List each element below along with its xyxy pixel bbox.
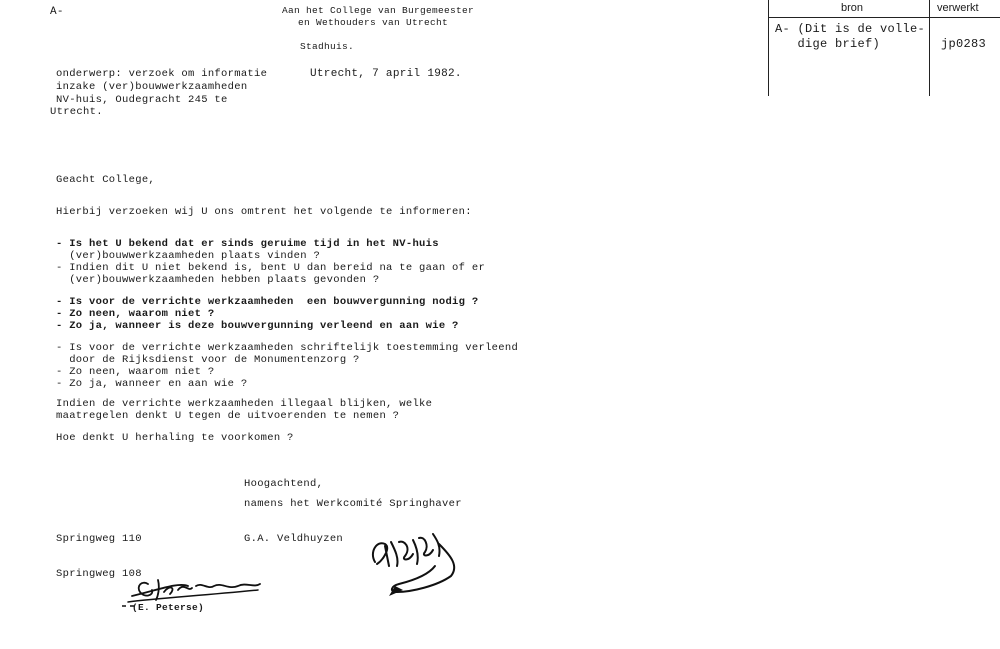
question-line: - Is voor de verrichte werkzaamheden schriftelijk toestemming verleend (56, 342, 519, 354)
cell-verwerkt: jp0283 (941, 37, 987, 51)
addressee-line-1: Aan het College van Burgemeester (282, 5, 475, 16)
question-line: - Is voor de verrichte werkzaamheden een bouwvergunning nodig ? (56, 296, 479, 308)
intro-text: Hierbij verzoeken wij U ons omtrent het volgende te informeren: (56, 206, 472, 218)
signer-1: G.A. Veldhuyzen (244, 533, 344, 545)
addressee-line-3: Stadhuis. (300, 41, 355, 52)
place-date: Utrecht, 7 april 1982. (310, 68, 462, 80)
question-line: door de Rijksdienst voor de Monumentenzorg ? (56, 354, 360, 366)
on-behalf: namens het Werkcomité Springhaver (244, 498, 462, 510)
subject-line-4: Utrecht. (50, 106, 103, 118)
closing: Hoogachtend, (244, 478, 324, 490)
col-header-verwerkt: verwerkt (937, 2, 979, 14)
question-line: Indien de verrichte werkzaamheden illegaal blijken, welke (56, 398, 433, 410)
question-line: (ver)bouwwerkzaamheden plaats vinden ? (56, 250, 321, 262)
question-last: Hoe denkt U herhaling te voorkomen ? (56, 432, 294, 444)
address-1: Springweg 110 (56, 533, 142, 545)
col-header-bron: bron (841, 2, 864, 14)
question-line: - Zo neen, waarom niet ? (56, 366, 215, 378)
archive-reference-table (768, 0, 1000, 96)
addressee-line-2: en Wethouders van Utrecht (298, 17, 449, 28)
subject-line-3: NV-huis, Oudegracht 245 te (56, 94, 228, 106)
address-2: Springweg 108 (56, 568, 142, 580)
cell-bron: A- (Dit is de volle- dige brief) (775, 22, 926, 51)
question-line: - Is het U bekend dat er sinds geruime tijd in het NV-huis (56, 238, 439, 250)
question-line: (ver)bouwwerkzaamheden hebben plaats gevonden ? (56, 274, 380, 286)
question-line: maatregelen denkt U tegen de uitvoerenden te nemen ? (56, 410, 400, 422)
question-line: - Zo ja, wanneer en aan wie ? (56, 378, 248, 390)
subject-line-1: onderwerp: verzoek om informatie (56, 68, 268, 80)
table-header (769, 0, 1000, 18)
subject-line-2: inzake (ver)bouwwerkzaamheden (56, 81, 248, 93)
question-line: - Zo neen, waarom niet ? (56, 308, 215, 320)
signer-2: (E. Peterse) (132, 602, 205, 613)
signature-veldhuyzen (355, 520, 470, 600)
question-line: - Indien dit U niet bekend is, bent U dan bereid na te gaan of er (56, 262, 486, 274)
column-divider (929, 0, 930, 96)
signature-peterse (118, 572, 278, 612)
question-line: - Zo ja, wanneer is deze bouwvergunning verleend en aan wie ? (56, 320, 459, 332)
corner-mark: A- (50, 6, 64, 18)
salutation: Geacht College, (56, 174, 156, 186)
